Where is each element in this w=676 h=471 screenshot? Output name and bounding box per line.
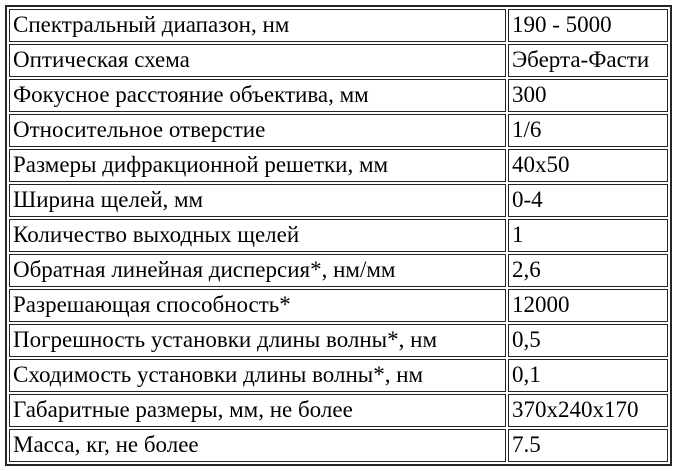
table-row	[9, 79, 668, 112]
table-row	[9, 184, 668, 217]
spec-label-cell: Разрешающая способность*	[9, 289, 506, 322]
table-row	[9, 394, 668, 427]
table-row	[9, 44, 668, 77]
spec-value-cell: Эберта-Фасти	[508, 44, 668, 77]
spec-label-cell: Обратная линейная дисперсия*, нм/мм	[9, 254, 506, 287]
table-row	[9, 219, 668, 252]
spec-label-cell: Габаритные размеры, мм, не более	[9, 394, 506, 427]
spec-label-cell: Оптическая схема	[9, 44, 506, 77]
spec-label-cell: Количество выходных щелей	[9, 219, 506, 252]
table-row	[9, 114, 668, 147]
spec-label-cell: Относительное отверстие	[9, 114, 506, 147]
specs-table	[5, 5, 672, 466]
specs-table-body	[9, 9, 668, 462]
spec-label-cell: Сходимость установки длины волны*, нм	[9, 359, 506, 392]
spec-value-cell: 2,6	[508, 254, 668, 287]
table-row	[9, 149, 668, 182]
table-row	[9, 429, 668, 462]
table-row	[9, 324, 668, 357]
spec-value-cell: 300	[508, 79, 668, 112]
spec-value-cell: 7.5	[508, 429, 668, 462]
spec-label-cell: Ширина щелей, мм	[9, 184, 506, 217]
spec-label-cell: Фокусное расстояние объектива, мм	[9, 79, 506, 112]
spec-value-cell: 0,1	[508, 359, 668, 392]
table-row	[9, 254, 668, 287]
spec-value-cell: 0,5	[508, 324, 668, 357]
table-row	[9, 289, 668, 322]
spec-value-cell: 1/6	[508, 114, 668, 147]
table-row	[9, 359, 668, 392]
spec-value-cell: 1	[508, 219, 668, 252]
spec-label-cell: Размеры дифракционной решетки, мм	[9, 149, 506, 182]
spec-label-cell: Спектральный диапазон, нм	[9, 9, 506, 42]
spec-value-cell: 0-4	[508, 184, 668, 217]
spec-value-cell: 40x50	[508, 149, 668, 182]
spec-label-cell: Масса, кг, не более	[9, 429, 506, 462]
spec-value-cell: 12000	[508, 289, 668, 322]
spec-value-cell: 190 - 5000	[508, 9, 668, 42]
spec-value-cell: 370x240x170	[508, 394, 668, 427]
table-row	[9, 9, 668, 42]
spec-label-cell: Погрешность установки длины волны*, нм	[9, 324, 506, 357]
